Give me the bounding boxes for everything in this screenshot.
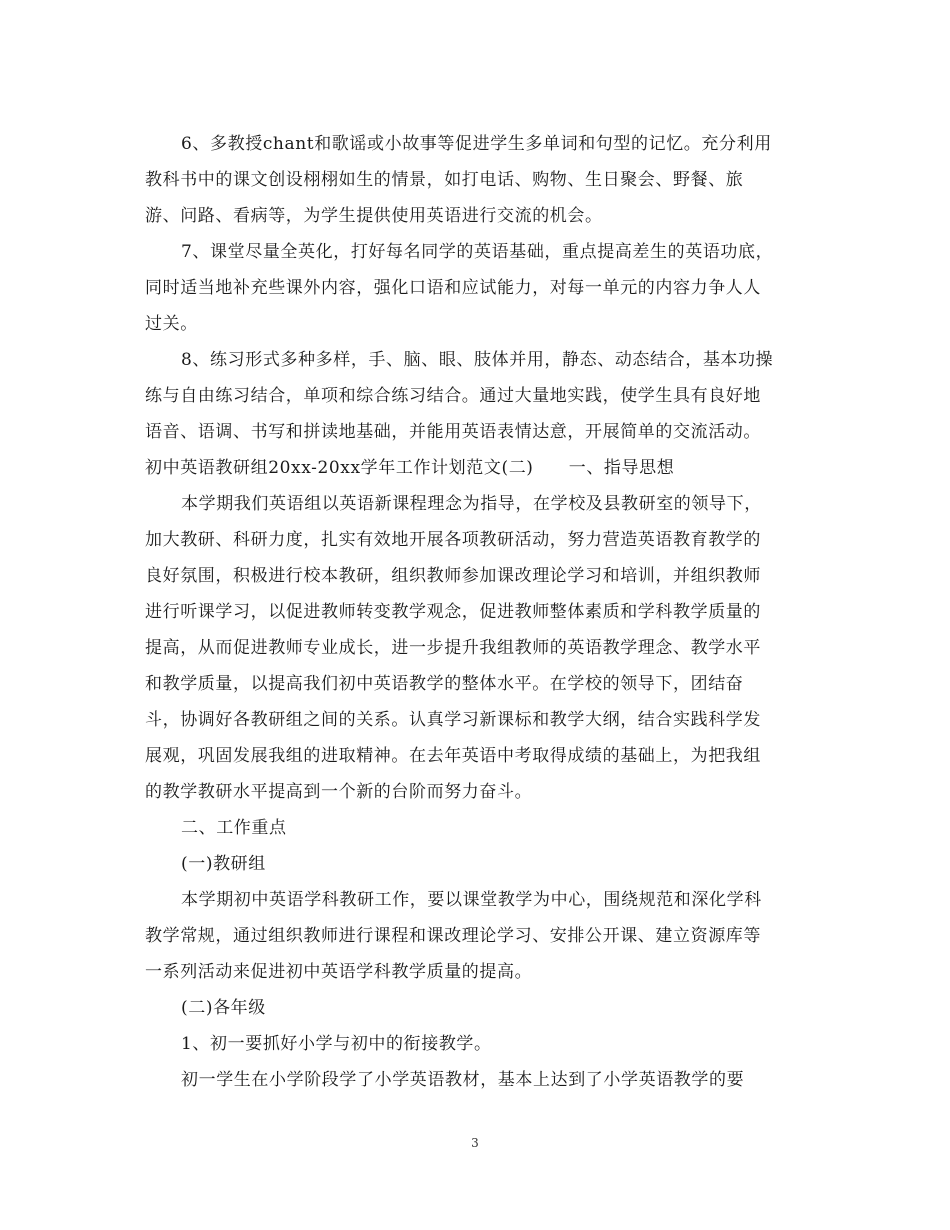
guiding-thought-line-5: 提高，从而促进教师专业成长，进一步提升我组教师的英语教学理念、教学水平	[145, 638, 761, 658]
paragraph-6-line-2: 教科书中的课文创设栩栩如生的情景，如打电话、购物、生日聚会、野餐、旅	[145, 170, 744, 190]
guiding-thought-line-8: 展观，巩固发展我组的进取精神。在去年英语中考取得成绩的基础上，为把我组	[145, 746, 761, 766]
grade-one-item: 1、初一要抓好小学与初中的衔接教学。	[181, 1034, 492, 1054]
guiding-thought-line-3: 良好氛围，积极进行校本教研，组织教师参加课改理论学习和培训，并组织教师	[145, 566, 761, 586]
page-number: 3	[471, 1136, 479, 1150]
grade-one-paragraph-line-1: 初一学生在小学阶段学了小学英语教材，基本上达到了小学英语教学的要	[181, 1070, 745, 1090]
guiding-thought-line-9: 的教学教研水平提高到一个新的台阶而努力奋斗。	[145, 782, 533, 802]
paragraph-8-line-3: 语音、语调、书写和拼读地基础，并能用英语表情达意，开展简单的交流活动。	[145, 422, 761, 442]
paragraph-7-line-1: 7、课堂尽量全英化，打好每名同学的英语基础，重点提高差生的英语功底，	[181, 242, 774, 262]
teaching-research-group-heading: (一)教研组	[181, 854, 266, 874]
section-title-line: 初中英语教研组20xx-20xx学年工作计划范文(二) 一、指导思想	[145, 458, 675, 478]
research-group-line-2: 教学常规，通过组织教师进行课程和课改理论学习、安排公开课、建立资源库等	[145, 926, 761, 946]
guiding-thought-line-1: 本学期我们英语组以英语新课程理念为指导，在学校及县教研室的领导下，	[181, 494, 762, 514]
research-group-line-3: 一系列活动来促进初中英语学科教学质量的提高。	[145, 962, 533, 982]
paragraph-8-line-1: 8、练习形式多种多样，手、脑、眼、肢体并用，静态、动态结合，基本功操	[181, 350, 774, 370]
guiding-thought-line-4: 进行听课学习，以促进教师转变教学观念，促进教师整体素质和学科教学质量的	[145, 602, 761, 622]
document-body	[145, 126, 810, 1098]
work-focus-heading: 二、工作重点	[181, 818, 287, 838]
guiding-thought-line-6: 和教学质量，以提高我们初中英语教学的整体水平。在学校的领导下，团结奋	[145, 674, 744, 694]
paragraph-8-line-2: 练与自由练习结合，单项和综合练习结合。通过大量地实践，使学生具有良好地	[145, 386, 761, 406]
guiding-thought-line-7: 斗，协调好各教研组之间的关系。认真学习新课标和教学大纲，结合实践科学发	[145, 710, 761, 730]
grades-heading: (二)各年级	[181, 998, 266, 1018]
paragraph-6-line-3: 游、问路、看病等，为学生提供使用英语进行交流的机会。	[145, 206, 603, 226]
paragraph-7-line-3: 过关。	[145, 314, 198, 334]
paragraph-7-line-2: 同时适当地补充些课外内容，强化口语和应试能力，对每一单元的内容力争人人	[145, 278, 761, 298]
paragraph-6-line-1: 6、多教授chant和歌谣或小故事等促进学生多单词和句型的记忆。充分利用	[181, 134, 772, 154]
research-group-line-1: 本学期初中英语学科教研工作，要以课堂教学为中心，围绕规范和深化学科	[181, 890, 762, 910]
guiding-thought-line-2: 加大教研、科研力度，扎实有效地开展各项教研活动，努力营造英语教育教学的	[145, 530, 761, 550]
